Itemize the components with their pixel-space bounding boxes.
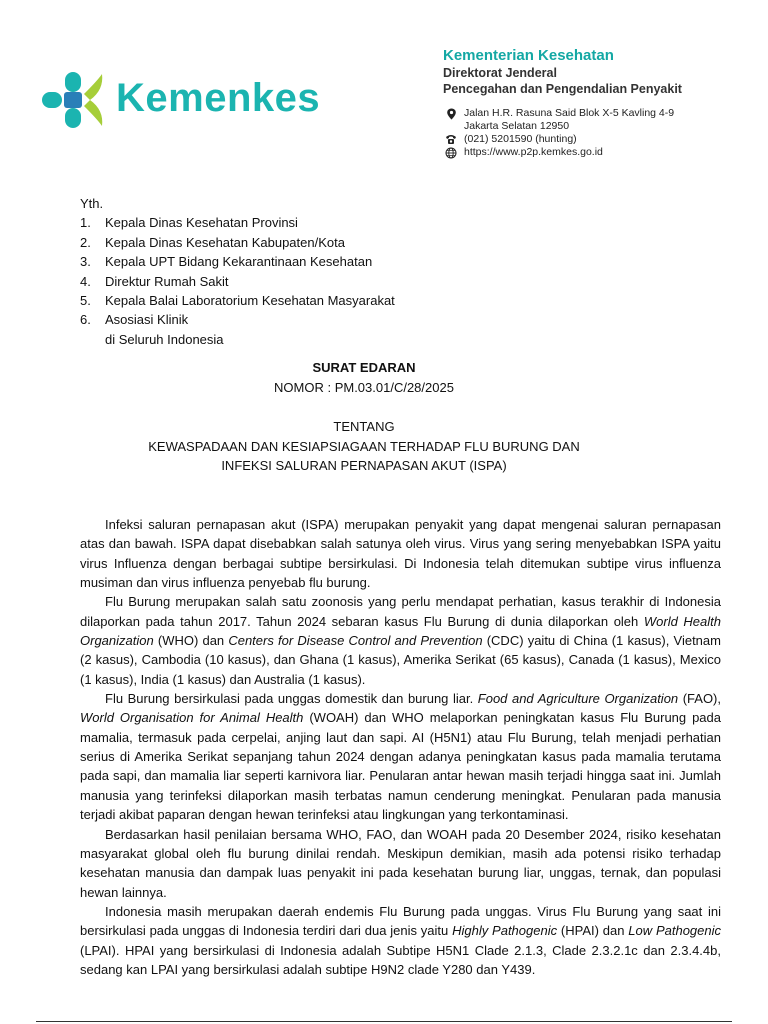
italic-term: Low Pathogenic bbox=[628, 923, 722, 939]
address-line-2: Jakarta Selatan 12950 bbox=[464, 120, 570, 132]
recipient-location: di Seluruh Indonesia bbox=[105, 331, 224, 347]
recipient-list bbox=[80, 213, 395, 329]
phone-row bbox=[443, 133, 743, 146]
letterhead bbox=[443, 46, 743, 159]
recipient-item bbox=[80, 213, 395, 232]
italic-term: Food and Agriculture Organization bbox=[477, 691, 679, 707]
phone-icon bbox=[443, 133, 459, 145]
paragraph-2 bbox=[80, 592, 721, 689]
text-run: Indonesia masih merupakan daerah endemis Flu Burung pada unggas. Virus Flu Burung yang saat ini bersirkulasi pada unggas di Indonesia terdiri dari dua jenis yaitu bbox=[80, 903, 721, 939]
address-row bbox=[443, 107, 743, 133]
text-run: (FAO), bbox=[678, 691, 721, 707]
subject-line-2: INFEKSI SALURAN PERNAPASAN AKUT (ISPA) bbox=[221, 458, 507, 473]
ministry-name: Kementerian Kesehatan bbox=[443, 47, 614, 64]
letter-body bbox=[80, 515, 721, 979]
address-line-1: Jalan H.R. Rasuna Said Blok X-5 Kavling 4-9 bbox=[464, 107, 675, 119]
website-row bbox=[443, 146, 743, 159]
text-run: (WHO) dan bbox=[153, 633, 229, 649]
location-pin-icon bbox=[443, 107, 459, 120]
italic-term: World Organisation for Animal Health bbox=[80, 710, 304, 726]
italic-term: World Health Organization bbox=[80, 613, 721, 649]
italic-term: Highly Pathogenic bbox=[452, 923, 558, 939]
text-run: Flu Burung bersirkulasi pada unggas domestik dan burung liar. bbox=[105, 691, 478, 707]
kemenkes-wordmark: Kemenkes bbox=[116, 76, 321, 120]
paragraph-1: Infeksi saluran pernapasan akut (ISPA) merupakan penyakit yang dapat mengenai saluran pernapasan atas dan bawah. ISPA dapat disebabkan salah satunya oleh virus. Virus yang sering menyebabkan ISPA yaitu virus Influenza dengan berbagai subtipe bersirkulasi. Di Indonesia telah ditemukan subtipe virus influenza musiman dan virus influenza penyebab flu burung. bbox=[80, 517, 721, 591]
document-number: NOMOR : PM.03.01/C/28/2025 bbox=[274, 380, 454, 395]
kemenkes-logo-mark-icon bbox=[40, 70, 106, 130]
globe-icon bbox=[443, 146, 459, 159]
recipient-number: 6. bbox=[80, 312, 91, 328]
paragraph-4: Berdasarkan hasil penilaian bersama WHO, FAO, dan WOAH pada 20 Desember 2024, risiko kesehatan masyarakat global oleh flu burung dinilai rendah. Meskipun demikian, masih ada potensi risiko terhadap kesehatan manusia dan dampak luas penyakit ini pada kesehatan burung liar, unggas, ternak, dan populasi hewan lainnya. bbox=[80, 826, 721, 900]
recipient-text: Kepala UPT Bidang Kekarantinaan Kesehatan bbox=[105, 254, 373, 270]
subject-line-1: KEWASPADAAN DAN KESIAPSIAGAAN TERHADAP FLU BURUNG DAN bbox=[148, 439, 580, 454]
text-run: (LPAI). HPAI yang bersirkulasi di Indonesia adalah Subtipe H5N1 Clade 2.1.3, Clade 2.3.2.1c dan 2.3.4.4b, sedang kan LPAI yang bersirkulasi adalah subtipe H9N2 clade Y280 dan Y439. bbox=[80, 942, 721, 977]
recipient-text: Kepala Dinas Kesehatan Provinsi bbox=[105, 215, 298, 231]
kemenkes-logo bbox=[40, 70, 350, 130]
text-run: Flu Burung merupakan salah satu zoonosis yang perlu mendapat perhatian, kasus terakhir di Indonesia dilaporkan pada tahun 2017. Tahun 2024 sebaran kasus Flu Burung di dunia dilaporkan oleh bbox=[80, 594, 721, 629]
recipient-text: Kepala Balai Laboratorium Kesehatan Masyarakat bbox=[105, 293, 395, 309]
paragraph-5 bbox=[80, 902, 721, 979]
italic-term: Centers for Disease Control and Prevention bbox=[228, 633, 483, 649]
footer-divider bbox=[36, 1021, 732, 1022]
recipient-text: Kepala Dinas Kesehatan Kabupaten/Kota bbox=[105, 234, 345, 250]
recipient-block bbox=[80, 194, 395, 349]
directorate-line-2: Pencegahan dan Pengendalian Penyakit bbox=[443, 82, 682, 96]
recipient-item bbox=[80, 252, 395, 271]
recipient-text: Direktur Rumah Sakit bbox=[105, 273, 229, 289]
paragraph-3 bbox=[80, 689, 721, 824]
recipient-text: Asosiasi Klinik bbox=[105, 312, 189, 328]
recipient-item bbox=[80, 272, 395, 291]
phone-number: (021) 5201590 (hunting) bbox=[464, 133, 577, 145]
text-run: (HPAI) dan bbox=[557, 923, 629, 939]
recipient-item bbox=[80, 291, 395, 310]
contact-block bbox=[443, 107, 743, 159]
recipient-number: 3. bbox=[80, 254, 91, 270]
recipient-number: 5. bbox=[80, 293, 91, 309]
recipient-number: 1. bbox=[80, 215, 91, 231]
tentang-heading: TENTANG bbox=[333, 419, 395, 434]
website-link[interactable]: https://www.p2p.kemkes.go.id bbox=[464, 146, 603, 158]
text-run: (WOAH) dan WHO melaporkan peningkatan kasus Flu Burung pada mamalia, termasuk pada cerpelai, anjing laut dan sapi. AI (H5N1) atau Flu Burung, telah menjadi perhatian serius di Amerika Serikat sepanjang tahun 2024 dengan adanya peningkatan kasus pada mamalia terutama pada sapi, dan mamalia liar seperti karnivora liar. Penularan antar hewan masih terjadi hingga saat ini. Jumlah manusia yang terinfeksi dilaporkan masih terbatas namun cenderung meningkat. Penularan pada manusia terjadi akibat paparan dengan hewan terinfeksi atau lingkungan yang terkontaminasi. bbox=[80, 710, 721, 823]
recipient-item bbox=[80, 233, 395, 252]
recipient-number: 2. bbox=[80, 234, 91, 250]
document-type: SURAT EDARAN bbox=[312, 360, 416, 375]
directorate-line-1: Direktorat Jenderal bbox=[443, 66, 557, 80]
text-run: (CDC) yaitu di China (1 kasus), Vietnam (2 kasus), Cambodia (10 kasus), dan Ghana (1 kasus), Amerika Serikat (65 kasus), Canada (1 kasus), Mexico (1 kasus), India (1 kasus) dan Australia (1 kasus). bbox=[80, 633, 721, 687]
recipient-item bbox=[80, 310, 395, 329]
salutation: Yth. bbox=[80, 196, 104, 211]
recipient-number: 4. bbox=[80, 273, 91, 289]
